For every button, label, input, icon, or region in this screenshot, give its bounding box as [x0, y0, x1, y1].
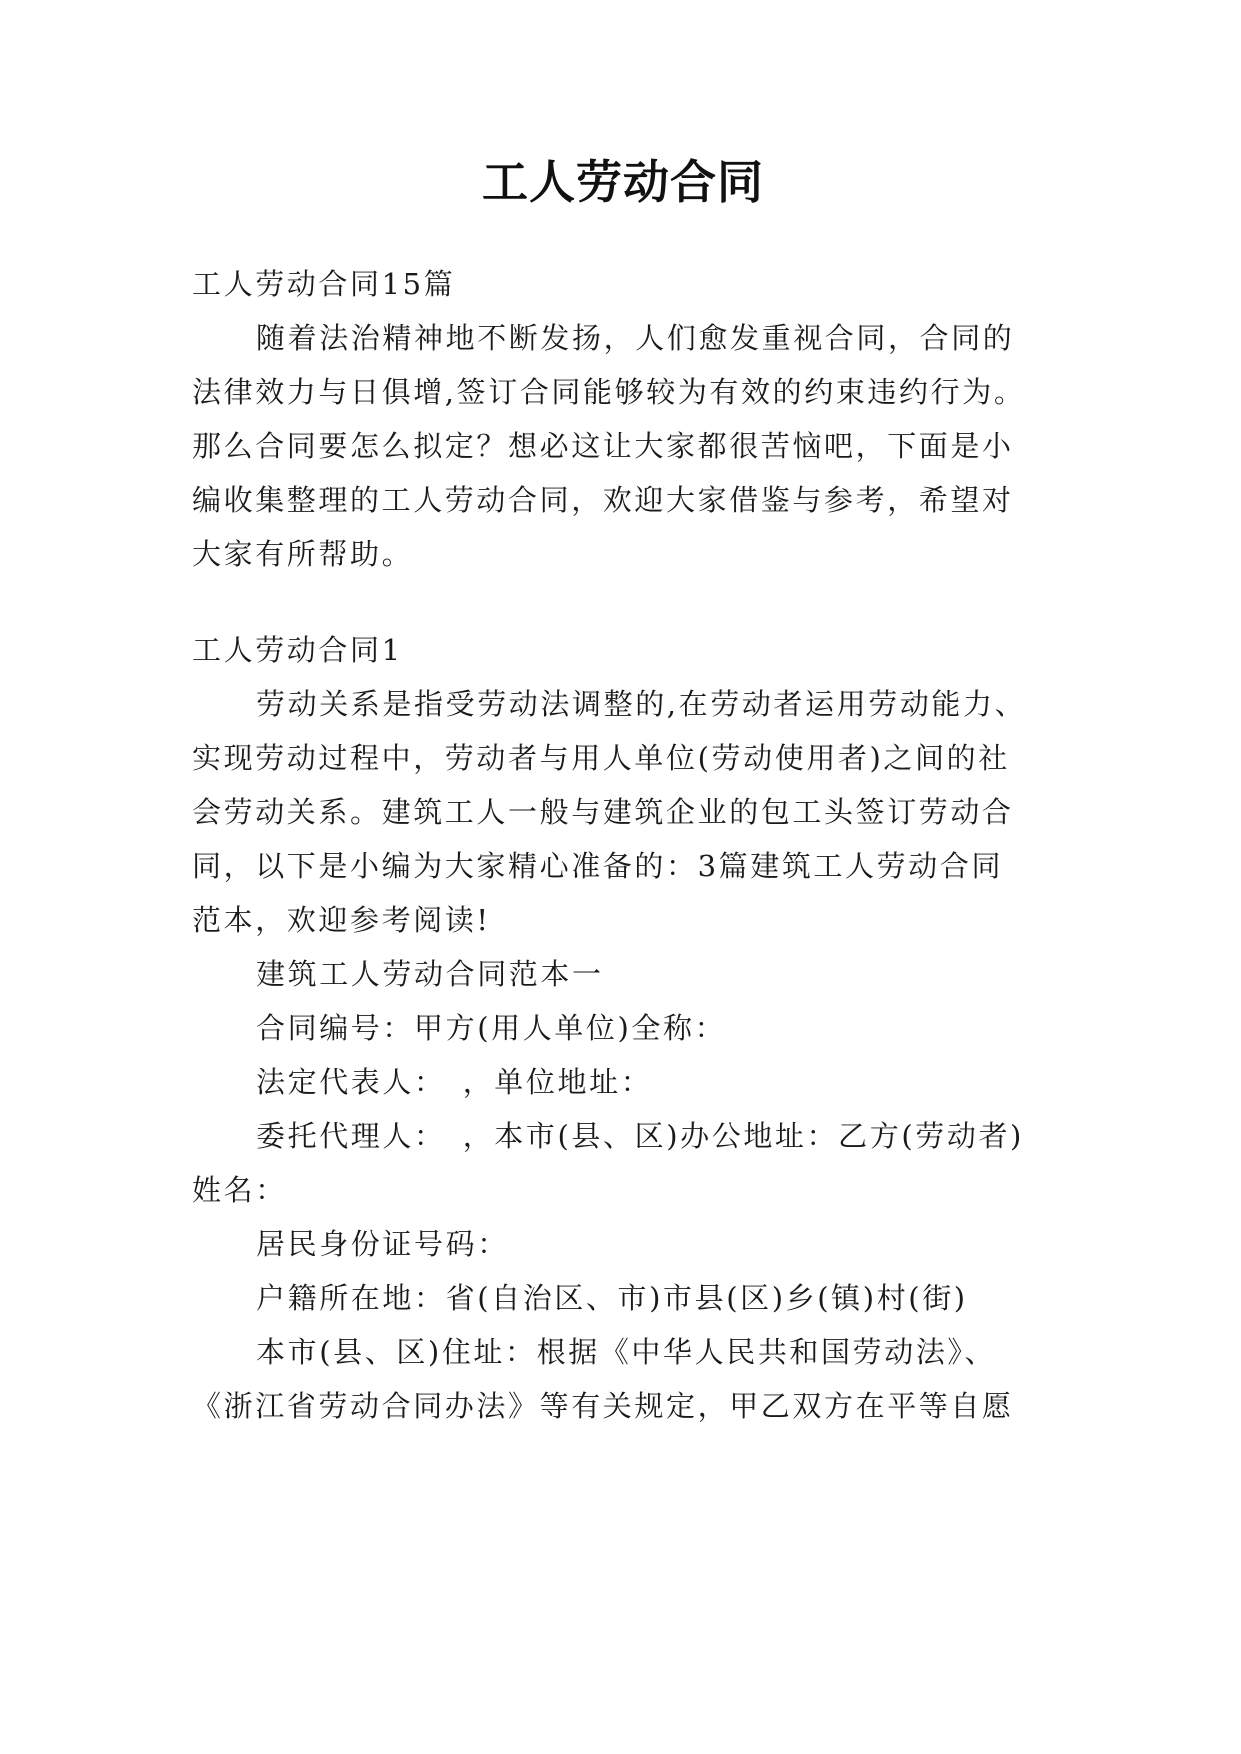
document-title: 工人劳动合同 — [482, 155, 764, 209]
intro-paragraph-line: 那么合同要怎么拟定？想必这让大家都很苦恼吧，下面是小 — [192, 429, 1014, 463]
body-paragraph-line: 实现劳动过程中，劳动者与用人单位(劳动使用者)之间的社 — [192, 741, 1010, 775]
intro-paragraph-line: 大家有所帮助。 — [192, 537, 414, 571]
intro-paragraph-line: 法律效力与日俱增,签订合同能够较为有效的约束违约行为。 — [192, 375, 1026, 409]
body-paragraph-line: 同，以下是小编为大家精心准备的：3篇建筑工人劳动合同 — [192, 849, 1004, 883]
contract-field-line: 法定代表人： ，单位地址： — [256, 1065, 653, 1099]
intro-paragraph-line: 随着法治精神地不断发扬，人们愈发重视合同，合同的 — [256, 321, 1015, 355]
contract-sample-heading: 建筑工人劳动合同范本一 — [256, 957, 604, 991]
contract-field-line: 合同编号：甲方(用人单位)全称： — [256, 1011, 727, 1045]
intro-paragraph-line: 编收集整理的工人劳动合同，欢迎大家借鉴与参考，希望对 — [192, 483, 1014, 517]
contract-field-line: 《浙江省劳动合同办法》等有关规定，甲乙双方在平等自愿 — [192, 1389, 1014, 1423]
body-paragraph-line: 范本，欢迎参考阅读! — [192, 903, 491, 937]
contract-field-line: 本市(县、区)住址：根据《中华人民共和国劳动法》、 — [256, 1335, 997, 1369]
body-paragraph-line: 会劳动关系。建筑工人一般与建筑企业的包工头签订劳动合 — [192, 795, 1014, 829]
contract-field-line: 姓名： — [192, 1173, 287, 1207]
contract-field-line: 居民身份证号码： — [256, 1227, 509, 1261]
section-heading: 工人劳动合同1 — [192, 633, 403, 667]
collection-heading: 工人劳动合同15篇 — [192, 267, 456, 301]
contract-field-line: 委托代理人： ，本市(县、区)办公地址：乙方(劳动者) — [256, 1119, 1024, 1153]
body-paragraph-line: 劳动关系是指受劳动法调整的,在劳动者运用劳动能力、 — [256, 687, 1027, 721]
contract-field-line: 户籍所在地：省(自治区、市)市县(区)乡(镇)村(街) — [256, 1281, 968, 1315]
